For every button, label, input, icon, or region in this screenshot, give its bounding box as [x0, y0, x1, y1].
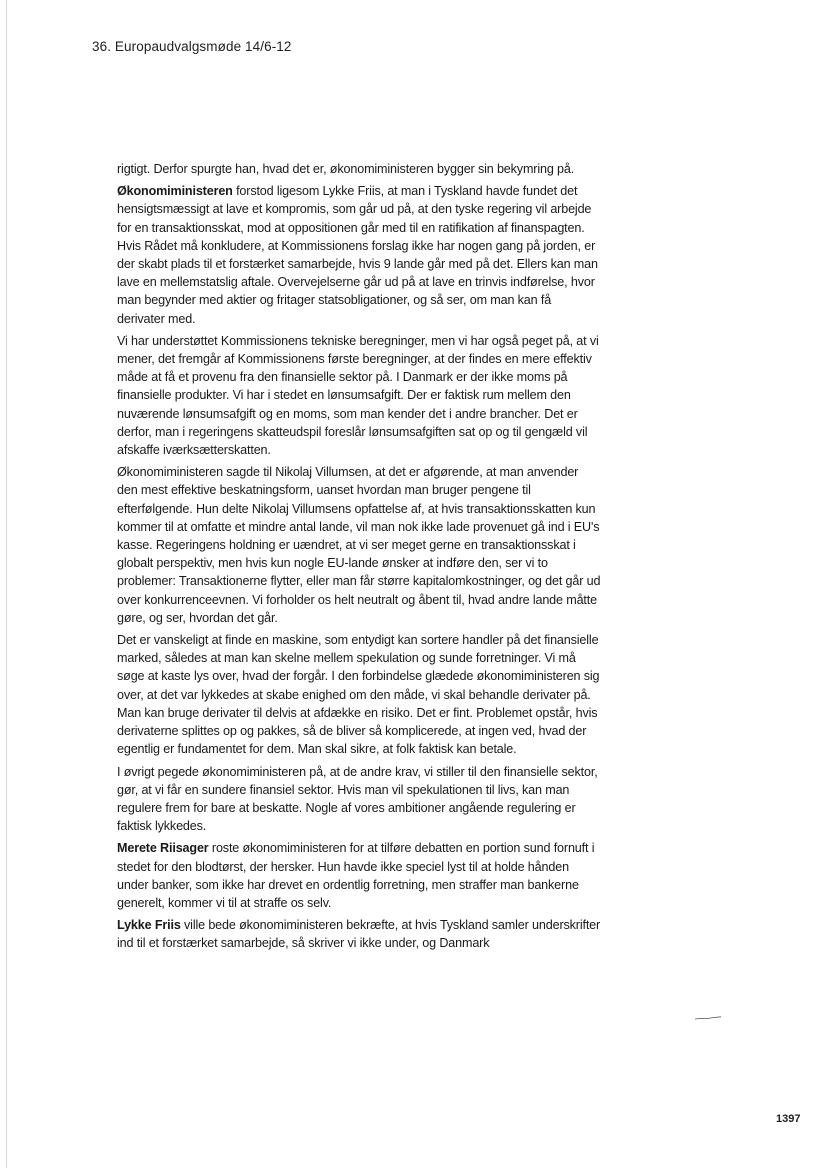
paragraph-8: [117, 916, 601, 952]
paragraph-3: [117, 332, 601, 459]
paragraph-7: [117, 839, 601, 912]
paragraph-text: Det er vanskeligt at finde en maskine, som entydigt kan sortere handler på det finansielle marked, således at man kan skelne mellem spekulation og sunde forretninger. Vi må søge at kaste lys over, hvad der forgår. I den forbindelse glædede økonomiministeren sig over, at det var lykkedes at skabe enighed om den måde, vi skal behandle derivater på. Man kan bruge derivater til delvis at afdække en risiko. Det er fint. Problemet opstår, hvis derivaterne splittes op og pakkes, så de bliver så komplicerede, at ingen ved, hvad der egentlig er fundamentet for dem. Man skal sikre, at folk faktisk kan betale.: [117, 633, 600, 757]
paragraph-6: [117, 763, 601, 836]
page-number: 1397: [776, 1113, 801, 1125]
speaker-name: Økonomiministeren: [117, 184, 233, 199]
page-header: 36. Europaudvalgsmøde 14/6-12: [92, 39, 292, 54]
paragraph-4: [117, 463, 601, 627]
speaker-name: Merete Riisager: [117, 841, 209, 856]
paragraph-2: [117, 182, 601, 328]
margin-pen-mark: [695, 1016, 721, 1020]
paragraph-text: forstod ligesom Lykke Friis, at man i Tyskland havde fundet det hensigtsmæssigt at lave et kompromis, som går ud på, at den tyske regering vil arbejde for en transaktionsskat, mod at oppositionen går med til en ratifikation af finanspagten. Hvis Rådet må konkludere, at Kommissionens forslag ikke har nogen gang på jorden, er der skabt plads til et forstærket samarbejde, hvis 9 lande går med på det. Ellers kan man lave en mellemstatslig aftale. Overvejelserne går ud på at lave en trinvis indførelse, hvor man begynder med aktier og fritager statsobligationer, og så ser, om man kan få derivater med.: [117, 184, 598, 326]
paragraph-text: ville bede økonomiministeren bekræfte, at hvis Tyskland samler underskrifter ind til et forstærket samarbejde, så skriver vi ikke under, og Danmark: [117, 918, 601, 951]
paragraph-text: Økonomiministeren sagde til Nikolaj Villumsen, at det er afgørende, at man anvender den mest effektive beskatningsform, uanset hvordan man bruger pengene til efterfølgende. Hun delte Nikolaj Villumsens opfattelse af, at hvis transaktionsskatten kun kommer til at omfatte et mindre antal lande, vil man nok ikke lade provenuet gå ind i EU's kasse. Regeringens holdning er uændret, at vi ser meget gerne en transaktionsskat i globalt perspektiv, men hvis kun nogle EU-lande ønsker at indføre den, ser vi to problemer: Transaktionerne flytter, eller man får større kapitalomkostninger, og det går ud over konkurrenceevnen. Vi forholder os helt neutralt og åbent til, hvad andre lande måtte gøre, og ser, hvordan det går.: [117, 465, 601, 625]
speaker-name: Lykke Friis: [117, 918, 181, 933]
document-body: [117, 160, 601, 957]
paragraph-5: [117, 631, 601, 758]
paragraph-text: roste økonomiministeren for at tilføre debatten en portion sund fornuft i stedet for den blodtørst, der hersker. Hun havde ikke speciel lyst til at holde hånden under banker, som ikke har drevet en ordentlig forretning, men straffer man bankerne generelt, kommer vi til at straffe os selv.: [117, 841, 595, 910]
paragraph-text: Vi har understøttet Kommissionens tekniske beregninger, men vi har også peget på, at vi mener, det fremgår af Kommissionens første beregninger, at der findes en mere effektiv måde at få et provenu fra den finansielle sektor på. I Danmark er der ikke moms på finansielle produkter. Vi har i stedet en lønsumsafgift. Der er faktisk rum mellem den nuværende lønsumsafgift og en moms, som man kender det i andre brancher. Det er derfor, man i regeringens skatteudspil foreslår lønsumsafgiften sat op og til gengæld vil afskaffe iværksætterskatten.: [117, 333, 599, 458]
page-edge-line: [6, 0, 7, 1168]
paragraph-text: rigtigt. Derfor spurgte han, hvad det er, økonomiministeren bygger sin bekymring på.: [117, 162, 575, 176]
paragraph-1: [117, 160, 601, 178]
paragraph-text: I øvrigt pegede økonomiministeren på, at de andre krav, vi stiller til den finansielle sektor, gør, at vi får en sundere finansiel sektor. Hvis man vil spekulationen til livs, kan man regulere frem for bare at beskatte. Nogle af vores ambitioner angående regulering er faktisk lykkedes.: [117, 764, 598, 834]
